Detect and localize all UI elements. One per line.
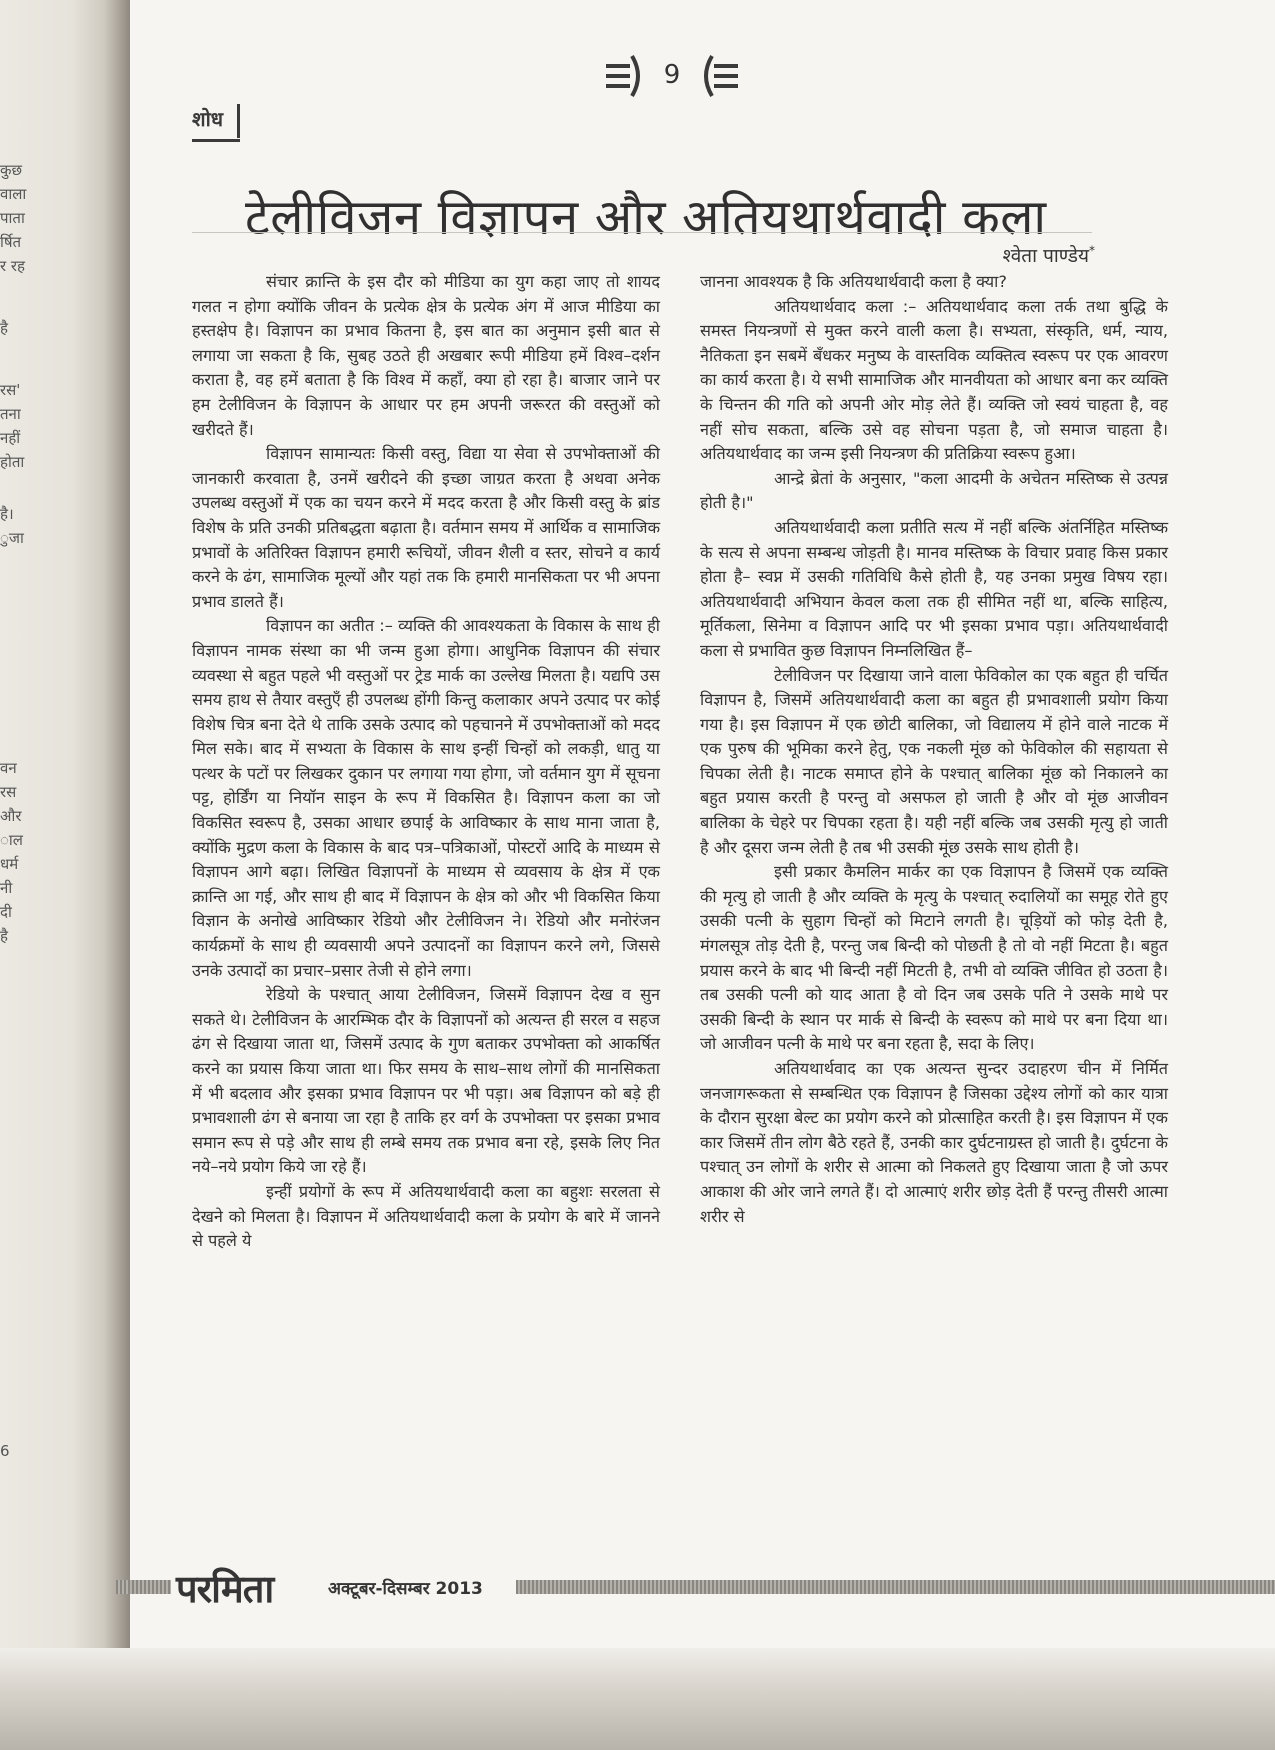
author-footnote-mark: * (1089, 243, 1095, 258)
right-column (700, 270, 1168, 1229)
gutter-text: धर्म (0, 855, 19, 873)
gutter-text: है (0, 319, 8, 337)
gutter-text: और (0, 807, 22, 825)
paragraph: अतियथार्थवाद कला :– अतियथार्थवाद कला तर्क तथा बुद्धि के समस्त नियन्त्रणों से मुक्त करने वाली कला है। सभ्यता, संस्कृति, धर्म, न्याय, नैतिकता इन सबमें बँधकर मनुष्य के वास्तविक व्यक्तित्व स्वरूप पर एक आवरण का कार्य करता है। ये सभी सामाजिक और मानवीयता को आधार बना कर व्यक्ति के चिन्तन की गति को अपनी ओर मोड़ लेते हैं। व्यक्ति जो स्वयं चाहता है, वह नहीं सोच सकता, बल्कि उसे वह सोचना पड़ता है, जो समाज चाहता है। अतियथार्थवाद का जन्म इसी नियन्त्रण की प्रतिक्रिया स्वरूप हुआ। (700, 296, 1168, 464)
left-column (192, 270, 660, 1254)
page-number-text: 9 (663, 60, 681, 90)
author-byline (1003, 242, 1095, 268)
gutter-text: है। (0, 505, 14, 523)
footer-rule-left (116, 1580, 171, 1594)
magazine-logo: परमिता (176, 1567, 274, 1611)
gutter-text: वाला (0, 185, 27, 203)
paragraph: इन्हीं प्रयोगों के रूप में अतियथार्थवादी कला का बहुशः सरलता से देखने को मिलता है। विज्ञापन में अतियथार्थवादी कला के प्रयोग के बारे में जानने से पहले ये (192, 1181, 660, 1251)
gutter-text: कुछ (0, 161, 23, 179)
footer-rule (516, 1580, 1275, 1594)
paragraph: रेडियो के पश्चात् आया टेलीविजन, जिसमें विज्ञापन देख व सुन सकते थे। टेलीविजन के आरम्भिक दौर के विज्ञापनों को अत्यन्त ही सरल व सहज ढंग से दिखाया जाता था, जिसमें उत्पाद के गुण बताकर उपभोक्ता को आकर्षित करने का प्रयास किया जाता था। फिर समय के साथ–साथ लोगों की मानसिकता में भी बदलाव और इसका प्रभाव विज्ञापन पर भी पड़ा। अब विज्ञापन को बड़े ही प्रभावशाली ढंग से बनाया जा रहा है ताकि हर वर्ग के उपभोक्ता पर इसका प्रभाव समान रूप से पड़े और साथ ही लम्बे समय तक प्रभाव बना रहे, इसके लिए नित नये–नये प्रयोग किये जा रहे हैं। (192, 985, 660, 1177)
gutter-text: तना (0, 405, 21, 423)
section-label: शोध (192, 104, 240, 138)
paragraph: इसी प्रकार कैमलिन मार्कर का एक विज्ञापन है जिसमें एक व्यक्ति की मृत्यु हो जाती है और व्यक्ति के मृत्यु के पश्चात् रुदालियों का समूह रोते हुए उसकी पत्नी के सुहाग चिन्हों को मिटाने लगती है। चूड़ियों को फोड़ देती है, मंगलसूत्र तोड़ देती है, परन्तु जब बिन्दी को पोछती है तो वो नहीं मिटता है। बहुत प्रयास करने के बाद भी बिन्दी नहीं मिटती है, तभी वो व्यक्ति जीवित हो उठता है। तब उसकी पत्नी को याद आता है वो दिन जब उसके पति ने उसके माथे पर उसकी बिन्दी के स्थान पर मार्क से बिन्दी के स्वरूप को माथे पर बना दिया था। जो आजीवन पत्नी के माथे पर बना रहता है, सदा के लिए। (700, 862, 1168, 1054)
page-bottom-shadow (0, 1648, 1275, 1750)
gutter-text: होता (0, 453, 25, 471)
title-divider (192, 232, 1092, 233)
article-title: टेलीविजन विज्ञापन और अतियथार्थवादी कला (245, 188, 1047, 246)
gutter-text: दी (0, 903, 12, 921)
previous-page-gutter (0, 0, 130, 1750)
author-name: श्वेता पाण्डेय (1002, 245, 1089, 267)
page-number (604, 54, 740, 98)
paragraph: आन्द्रे ब्रेतां के अनुसार, "कला आदमी के अचेतन मस्तिष्क से उत्पन्न होती है।" (700, 468, 1168, 513)
gutter-text: नहीं (0, 429, 21, 447)
gutter-text: र्षित (0, 233, 22, 251)
paragraph: टेलीविजन पर दिखाया जाने वाला फेविकोल का एक बहुत ही चर्चित विज्ञापन है, जिसमें अतियथार्थवादी कला का बहुत ही प्रभावशाली प्रयोग किया गया है। इस विज्ञापन में एक छोटी बालिका, जो विद्यालय में होने वाले नाटक में एक पुरुष की भूमिका करने हेतु, एक नकली मूंछ को फेविकोल की सहायता से चिपका लेती है। नाटक समाप्त होने के पश्चात् बालिका मूंछ को निकालने का बहुत प्रयास करती है परन्तु वो असफल हो जाती है और वो मूंछ आजीवन बालिका के चेहरे पर चिपका रहता है। यही नहीं बल्कि जब उसकी मृत्यु हो जाती है और दूसरा जन्म लेती है तब भी उसकी मूंछ उसके साथ होती है। (700, 665, 1168, 857)
gutter-text: 6 (0, 1442, 10, 1460)
gutter-text: ाल (0, 831, 23, 849)
issue-date: अक्टूबर-दिसम्बर 2013 (328, 1579, 483, 1599)
gutter-text: र रह (0, 257, 26, 275)
gutter-text: ुजा (0, 529, 24, 547)
page-number-ornament-icon (700, 54, 740, 98)
paragraph: अतियथार्थवाद का एक अत्यन्त सुन्दर उदाहरण चीन में निर्मित जनजागरूकता से सम्बन्धित एक विज्ञापन है जिसका उद्देश्य लोगों को कार यात्रा के दौरान सुरक्षा बेल्ट का प्रयोग करने को प्रोत्साहित करती है। इस विज्ञापन में एक कार जिसमें तीन लोग बैठे रहते हैं, उनकी कार दुर्घटनाग्रस्त हो जाती है। दुर्घटना के पश्चात् उन लोगों के शरीर से आत्मा को निकलते हुए दिखाया जाता है जो ऊपर आकाश की ओर जाने लगते हैं। दो आत्माएं शरीर छोड़ देती हैं परन्तु तीसरी आत्मा शरीर से (700, 1059, 1168, 1226)
gutter-text: वन (0, 759, 17, 777)
gutter-text: रस' (0, 381, 21, 399)
page-footer (176, 1567, 1275, 1611)
gutter-text: पाता (0, 209, 25, 227)
gutter-text: है (0, 927, 8, 945)
paragraph: विज्ञापन सामान्यतः किसी वस्तु, विद्या या सेवा से उपभोक्ताओं की जानकारी करवाता है, उनमें खरीदने की इच्छा जाग्रत करता है अथवा अनेक उपलब्ध वस्तुओं में एक का चयन करने में मदद करता है और किसी वस्तु के ब्रांड विशेष के प्रति उनकी प्रतिबद्धता बढ़ाता है। वर्तमान समय में आर्थिक व सामाजिक प्रभावों के अतिरिक्त विज्ञापन हमारी रूचियों, जीवन शैली व स्तर, सोचने व कार्य करने के ढंग, सामाजिक मूल्यों और यहां तक कि हमारी मानसिकता पर भी अपना प्रभाव डालते हैं। (192, 444, 660, 611)
paragraph: विज्ञापन का अतीत :– व्यक्ति की आवश्यकता के विकास के साथ ही विज्ञापन नामक संस्था का भी जन्म हुआ होगा। आधुनिक विज्ञापन की संचार व्यवस्था से बहुत पहले भी वस्तुओं पर ट्रेड मार्क का उल्लेख मिलता है। यद्यपि उस समय हाथ से तैयार वस्तुएँ ही उपलब्ध होंगी किन्तु कलाकार अपने उत्पाद पर कोई विशेष चित्र बना देते थे ताकि उसके उत्पाद को पहचानने में उपभोक्ताओं को मदद मिल सके। बाद में सभ्यता के विकास के साथ इन्हीं चिन्हों को लकड़ी, धातु या पत्थर के पटों पर लिखकर दुकान पर लगाया गया होगा, जो वर्तमान युग में सूचना पट्ट, होर्डिंग या नियॉन साइन के रूप में विकसित है। विज्ञापन कला का जो विकसित स्वरूप है, उसका आधार छपाई के आविष्कार के साथ माना जाता है, क्योंकि मुद्रण कला के विकास के बाद पत्र–पत्रिकाओं, पोस्टरों आदि के माध्यम से विज्ञापन आगे बढ़ा। लिखित विज्ञापनों के माध्यम से व्यवसाय के क्षेत्र में एक क्रान्ति आ गई, और साथ ही बाद में विज्ञापन के क्षेत्र को और भी विकसित किया विज्ञान के अनोखे आविष्कार रेडियो और टेलीविजन ने। रेडियो और मनोरंजन कार्यक्रमों के साथ ही व्यवसायी अपने उत्पादनों का विज्ञापन करने लगे, जिससे उनके उत्पादों का प्रचार–प्रसार तेजी से होने लगा। (192, 616, 660, 980)
paragraph: संचार क्रान्ति के इस दौर को मीडिया का युग कहा जाए तो शायद गलत न होगा क्योंकि जीवन के प्रत्येक क्षेत्र के प्रत्येक अंग में आज मीडिया का हस्तक्षेप है। विज्ञापन का प्रभाव कितना है, इस बात का अनुमान इसी बात से लगाया जा सकता है कि, सुबह उठते ही अखबार रूपी मीडिया हमें विश्व–दर्शन कराता है, वह हमें बताता है कि विश्व में कहाँ, क्या हो रहा है। बाजार जाने पर हम टेलीविजन के विज्ञापन के आधार पर हम अपनी जरूरत की वस्तुओं को खरीदते हैं। (192, 272, 660, 439)
gutter-text: नी (0, 879, 13, 897)
paragraph: जानना आवश्यक है कि अतियथार्थवादी कला है क्या? (700, 272, 1007, 291)
page-number-ornament-icon (604, 54, 644, 98)
gutter-text: रस (0, 783, 17, 801)
paragraph: अतियथार्थवादी कला प्रतीति सत्य में नहीं बल्कि अंतर्निहित मस्तिष्क के सत्य से अपना सम्बन्ध जोड़ती है। मानव मस्तिष्क के विचार प्रवाह किस प्रकार होता है– स्वप्न में उसकी गतिविधि कैसे होती है, यह उनका प्रमुख विषय रहा। अतियथार्थवादी अभियान केवल कला तक ही सीमित नहीं था, बल्कि साहित्य, मूर्तिकला, सिनेमा व विज्ञापन आदि पर भी इसका प्रभाव पड़ा। अतियथार्थवादी कला से प्रभावित कुछ विज्ञापन निम्नलिखित हैं– (700, 517, 1168, 660)
